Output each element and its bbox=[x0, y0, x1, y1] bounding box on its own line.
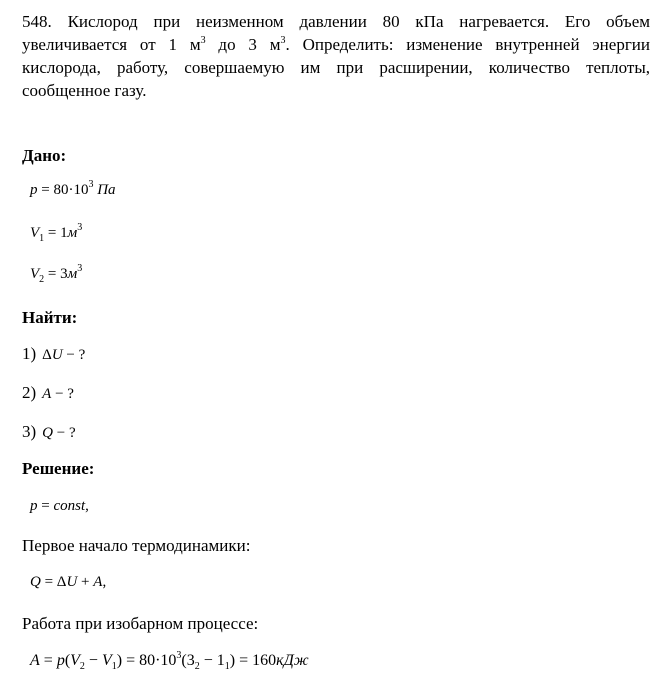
first-law-formula: Q = ΔU + A, bbox=[30, 574, 107, 590]
problem-statement bbox=[22, 10, 650, 102]
problem-number: 548. bbox=[22, 12, 52, 31]
find-item-1: 1) ΔU − ? bbox=[22, 344, 86, 363]
given-volume-2: $V_2 = 3м^3$ bbox=[30, 263, 83, 285]
solution-heading: Решение: bbox=[22, 459, 95, 478]
first-law-caption: Первое начало термодинамики: bbox=[22, 536, 251, 555]
problem-line-2: увеличивается от 1 $м^3$ до 3 $м^3$. Определить: изменение внутренней энергии bbox=[22, 35, 650, 54]
find-item-3: 3) Q − ? bbox=[22, 422, 76, 441]
given-pressure: $p = 80\cdot 10^3$ Па bbox=[30, 179, 116, 198]
work-formula: $A = p(V_2 - V_1) = 80\cdot 10^3(3_2 - 1_1) = 160кДж$ bbox=[30, 650, 309, 672]
problem-line-4: сообщенное газу. bbox=[22, 81, 147, 100]
find-item-2: 2) A − ? bbox=[22, 383, 74, 402]
given-volume-1: $V_1 = 1м^3$ bbox=[30, 222, 83, 244]
problem-line-1: 548. Кислород при неизменном давлении 80 кПа нагревается. Его объем bbox=[22, 12, 650, 31]
given-heading: Дано: bbox=[22, 146, 67, 165]
problem-line-3: кислорода, работу, совершаемую им при расширении, количество теплоты, bbox=[22, 58, 650, 77]
isobaric-condition: p = const, bbox=[30, 498, 89, 514]
work-caption: Работа при изобарном процессе: bbox=[22, 614, 259, 633]
find-heading: Найти: bbox=[22, 308, 78, 327]
